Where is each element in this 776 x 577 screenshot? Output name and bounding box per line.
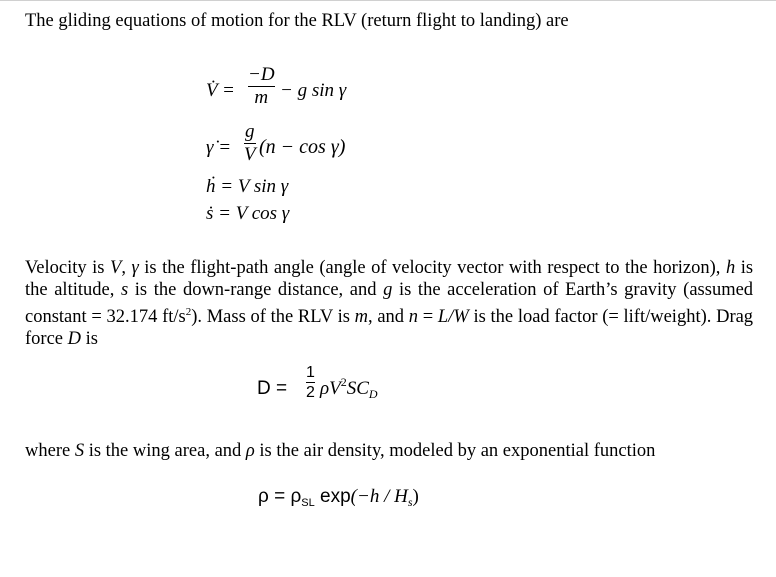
v-dot-fraction [248,65,275,108]
v-dot-rest: − g sin γ [280,80,347,101]
drag-superscript: 2 [340,375,347,389]
text-fragment: where [25,441,71,461]
gamma-dot-fraction [244,122,256,165]
text-fragment: is the wing area, and [88,441,242,461]
top-border [0,0,776,1]
density-subscript-s: s [407,495,413,509]
superscript-2: 2 [185,306,192,318]
text-fragment: is the air density, modeled by an exponential function [259,441,656,461]
v-dot-numerator: −D [248,64,275,85]
drag-denominator: 2 [306,384,315,401]
intro-text: The gliding equations of motion for the RLV (return flight to landing) are [25,11,569,31]
definitions-paragraph [25,257,753,350]
v-dot-lhs: V̇ = [206,80,235,101]
v-dot-denominator: m [254,87,269,108]
text-fragment: is [85,329,98,350]
text-fragment: is the flight-path angle (angle of velocity vector with respect to the horizon), [144,258,721,278]
text-fragment: is the altitude, [25,258,754,300]
var-m: m [354,307,369,328]
density-argument: (−h / H [350,486,408,507]
gamma-dot-denominator: V [244,144,256,165]
density-close-paren: ) [412,486,419,507]
equation-s-dot: ṡ = V cos γ [206,203,290,224]
text-fragment: is the load factor (= lift/weight). Drag force [25,307,754,350]
drag-subscript: D [368,387,378,401]
var-lw: L/W [437,307,469,328]
text-fragment: = [422,307,434,328]
drag-numerator: 1 [306,364,315,381]
drag-fraction [306,364,315,401]
text-fragment: , and [368,307,405,328]
gamma-dot-numerator: g [245,121,255,142]
var-n: n [408,307,419,328]
gamma-dot-rest: (n − cos γ) [259,136,346,158]
gamma-dot-lhs: γ̇ = [206,137,232,158]
fraction-bar [306,382,315,383]
var-s-area: S [74,441,85,461]
density-subscript-sl: SL [301,497,315,509]
var-d: D [67,329,81,350]
var-v: V [110,258,122,278]
var-g: g [383,280,393,300]
density-lhs: ρ = ρ [258,486,302,507]
text-fragment: ). Mass of the RLV is [191,307,350,328]
text-fragment: , [121,258,126,278]
text-fragment: is the acceleration of Earth’s gravity (assumed constant = 32.174 ft/s [25,280,754,328]
text-fragment: Velocity is [25,258,105,278]
equation-h-dot: ḣ = V sin γ [206,176,289,197]
equation-density [258,486,419,508]
drag-sc: SC [346,378,369,399]
text-fragment: is the down-range distance, and [134,280,377,300]
density-exp: exp [320,486,351,507]
drag-lhs: D = [257,378,288,399]
var-h: h [725,258,736,278]
var-s: s [120,280,129,300]
density-description [25,440,655,462]
drag-rhs [320,375,378,401]
var-rho: ρ [245,441,255,461]
drag-rho-v: ρV [320,378,341,399]
var-gamma: γ [131,258,139,278]
